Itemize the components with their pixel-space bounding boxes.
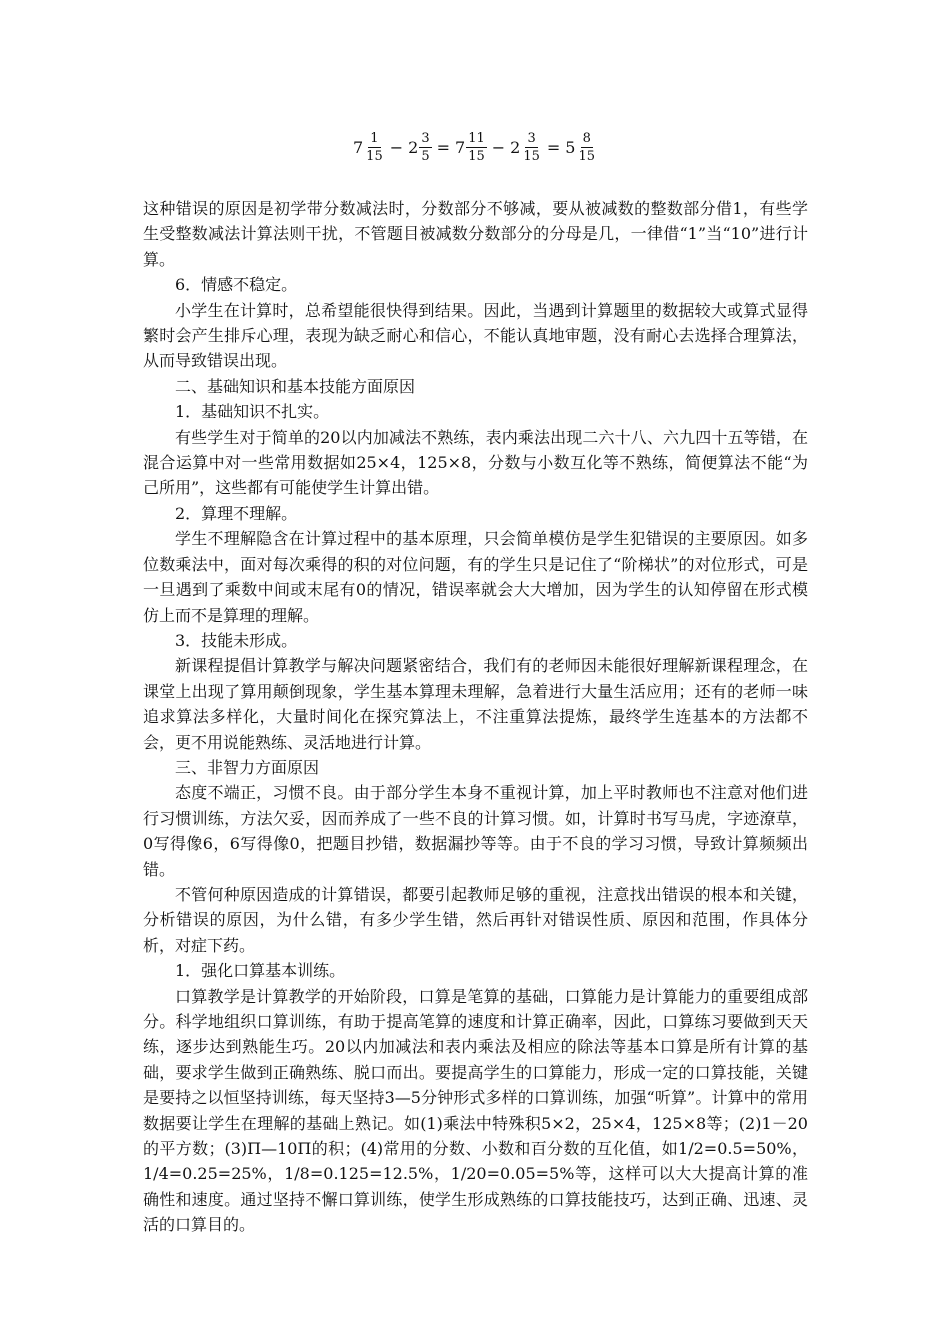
mixed-number [353,132,385,163]
mixed-number [565,132,597,163]
denominator: 5 [421,149,430,164]
mixed-number [455,132,487,163]
fraction [364,132,385,163]
fraction [466,132,487,163]
subheading-skills: 3．技能未形成。 [175,630,298,650]
paragraph-error-explanation: 这种错误的原因是初学带分数减法时，分数部分不够减，要从被减数的整数部分借1，有些学生受整数减法计算法则干扰，不管题目被减数分数部分的分母是几，一律借“1”当“10”进行计算。 [143,199,808,269]
section-heading-basic-knowledge: 二、基础知识和基本技能方面原因 [175,376,416,396]
mixed-number [408,132,431,163]
numerator: 1 [370,131,379,146]
equals-sign: = [436,137,450,157]
numerator: 11 [468,131,485,146]
denominator: 15 [366,149,383,164]
subheading-oral-training: 1．强化口算基本训练。 [175,961,346,981]
minus-sign: − [389,137,404,157]
denominator: 15 [578,149,596,164]
paragraph-foundation: 有些学生对于简单的20以内加减法不熟练，表内乘法出现二六十八、六九四十五等错，在混合运算中对一些常用数据如25×4，125×8，分数与小数互化等不熟练，简便算法不能“为己所用”，这些都有可能使学生计算出错。 [143,427,808,498]
paragraph-habits: 态度不端正，习惯不良。由于部分学生本身不重视计算，加上平时教师也不注意对他们进行习惯训练，方法欠妥，因而养成了一些不良的计算习惯。如，计算时书写马虎，字迹潦草，0写得像6，6写得像0，把题目抄错，数据漏抄等等。由于不良的学习习惯，导致计算频频出错。 [143,783,808,879]
numerator: 8 [582,131,591,146]
denominator: 15 [523,149,540,164]
fraction [521,132,542,163]
whole-part: 5 [565,137,576,157]
minus-sign: − [491,137,506,157]
denominator: 15 [468,149,485,164]
subheading-foundation: 1．基础知识不扎实。 [175,402,330,422]
numerator: 3 [527,131,536,146]
equals-sign: = [546,137,561,157]
paragraph-skills: 新课程提倡计算教学与解决问题紧密结合，我们有的老师因未能很好理解新课程理念，在课堂上出现了算用颠倒现象，学生基本算理未理解，急着进行大量生活应用；还有的老师一味追求算法多样化，大量时间化在探究算法上，不注重算法提炼，最终学生连基本的方法都不会，更不用说能熟练、灵活地进行计算。 [143,656,808,752]
paragraph-oral-training: 口算教学是计算教学的开始阶段，口算是笔算的基础，口算能力是计算能力的重要组成部分。科学地组织口算训练，有助于提高笔算的速度和计算正确率，因此，口算练习要做到天天练，逐步达到熟能生巧。20以内加减法和表内乘法及相应的除法等基本口算是所有计算的基础，要求学生做到正确熟练、脱口而出。要提高学生的口算能力，形成一定的口算技能，关键是要持之以恒坚持训练，每天坚持3—5分钟形式多样的口算训练，加强“听算”。计算中的常用数据要让学生在理解的基础上熟记。如(1)乘法中特殊积5×2，25×4，125×8等；(2)1－20的平方数；(3)Π—10Π的积；(4)常用的分数、小数和百分数的互化值，如1/2=0.5=50%，1/4=0.25=25%，1/8=0.125=12.5%，1/20=0.05=5%等，这样可以大大提高计算的准确性和速度。通过坚持不懈口算训练，使学生形成熟练的口算技能技巧，达到正确、迅速、灵活的口算目的。 [143,986,808,1235]
mixed-number [510,132,542,163]
fraction [419,132,431,163]
whole-part: 2 [408,137,419,157]
numerator: 3 [421,131,430,146]
mixed-fraction-subtraction-formula [0,132,950,163]
section-heading-emotion: 6．情感不稳定。 [175,275,298,295]
paragraph-emotion: 小学生在计算时，总希望能很快得到结果。因此，当遇到计算题里的数据较大或算式显得繁时会产生排斥心理，表现为缺乏耐心和信心，不能认真地审题，没有耐心去选择合理算法，从而导致错误出现。 [143,300,808,371]
body-text [143,196,808,1238]
paragraph-arithmetic-principle: 学生不理解隐含在计算过程中的基本原理，只会简单模仿是学生犯错误的主要原因。如多位数乘法中，面对每次乘得的积的对位问题，有的学生只是记住了“阶梯状”的对位形式，可是一旦遇到了乘数中间或末尾有0的情况，错误率就会大大增加，因为学生的认知停留在形式模仿上而不是算理的理解。 [143,529,808,625]
whole-part: 7 [455,137,466,157]
paragraph-analysis: 不管何种原因造成的计算错误，都要引起教师足够的重视，注意找出错误的根本和关键，分析错误的原因，为什么错，有多少学生错，然后再针对错误性质、原因和范围，作具体分析，对症下药。 [143,884,808,955]
section-heading-non-intellectual: 三、非智力方面原因 [175,757,320,777]
whole-part: 7 [352,137,364,157]
fraction [576,132,597,163]
subheading-arithmetic-principle: 2．算理不理解。 [175,503,298,523]
whole-part: 2 [510,137,521,157]
